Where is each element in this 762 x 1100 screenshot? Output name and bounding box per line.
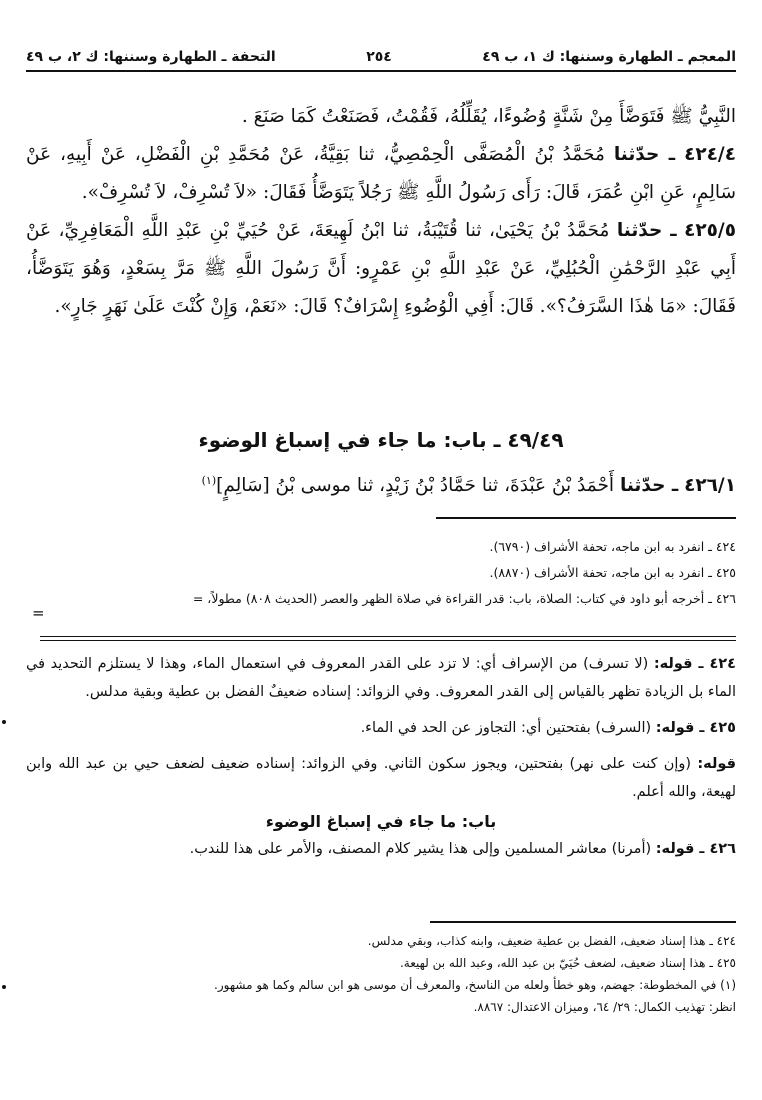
hadith-426 [26, 462, 736, 505]
header-rule [26, 70, 736, 72]
hadith-424-lead: ـ حدّثنا [613, 144, 676, 165]
commentary-425b-text: (وإن كنت على نهر) بفتحتين، ويجوز سكون الثاني. وفي الزوائد: إسناده ضعيف لضعف حيي بن عبد الله وابن لهيعة، والله أعلم. [26, 756, 736, 800]
hadith-426-text: أَحْمَدُ بْنُ عَبْدَةَ، ثنا حَمَّادُ بْنُ زَيْدٍ، ثنا موسى بْنُ [سَالِمٍ] [216, 475, 615, 497]
scan-dot [2, 720, 6, 724]
continuation-mark: = [32, 604, 45, 622]
footnote-424: ٤٢٤ ـ هذا إسناد ضعيف، الفضل بن عطية ضعيف، وابنه كذاب، وبقي مدلس. [367, 934, 736, 948]
hadith-425 [26, 212, 736, 326]
commentary-424-text: (لا تسرف) من الإسراف أي: لا تزد على القدر المعروف في استعمال الماء، وهذا لا يستلزم التحديد في الماء بل الزيادة تظهر بالقياس إلى القدر المعروف. وفي الزوائد: إسناده ضعيفٌ الفضل بن عطية وبقية مدلس. [26, 656, 736, 700]
takhrij-426: ٤٢٦ ـ أخرجه أبو داود في كتاب: الصلاة، باب: قدر القراءة في صلاة الظهر والعصر (الحديث ٨٠٨) مطولاً، = [192, 591, 736, 606]
scan-dot [2, 985, 6, 989]
takhrij-notes [26, 534, 736, 612]
hadith-425-text: مُحَمَّدُ بْنُ يَحْيَىٰ، ثنا قُتَيْبَةُ، ثنا ابْنُ لَهِيعَةَ، عَنْ حُيَيِّ بْنِ عَبْدِ اللَّهِ الْمَعَافِرِيِّ، عَنْ أَبِي عَبْدِ الرَّحْمَٰنِ الْحُبُلِيِّ، عَنْ عَبْدِ اللَّهِ بْنِ عَمْرٍو: أَنَّ رَسُولَ اللَّهِ ﷺ مَرَّ بِسَعْدٍ، وَهُوَ يَتَوَضَّأُ، فَقَالَ: «مَا هٰذَا السَّرَفُ؟». قَالَ: أَفِي الْوُضُوءِ إِسْرَافٌ؟ قَالَ: «نَعَمْ، وَإِنْ كُنْتَ عَلَىٰ نَهَرٍ جَارٍ». [26, 220, 736, 317]
commentary-425-text: (السرف) بفتحتين أي: التجاوز عن الحد في الماء. [360, 720, 652, 736]
chapter-heading: ٤٩/٤٩ ـ باب: ما جاء في إسباغ الوضوء [198, 428, 564, 452]
commentary [26, 650, 736, 863]
book-page [26, 0, 736, 1100]
footnote-425: ٤٢٥ ـ هذا إسناد ضعيف، لضعف حُيَيّ بن عبد الله، وعبد الله بن لهيعة. [399, 956, 736, 970]
header-right: المعجم ـ الطهارة وسننها: ك ١، ب ٤٩ [482, 49, 736, 65]
footnote-1-ref: انظر: تهذيب الكمال: ٢٩/ ٦٤، وميزان الاعتدال: ٨٨٦٧. [473, 1000, 736, 1014]
hadith-text [26, 98, 736, 326]
commentary-rule-bottom [40, 640, 736, 641]
takhrij-424: ٤٢٤ ـ انفرد به ابن ماجه، تحفة الأشراف (٦٧٩٠). [489, 539, 736, 554]
header-left: التحفة ـ الطهارة وسننها: ك ٢، ب ٤٩ [26, 49, 276, 65]
takhrij-425: ٤٢٥ ـ انفرد به ابن ماجه، تحفة الأشراف (٨٨٧٠). [489, 565, 736, 580]
page-number: ٢٥٤ [366, 49, 392, 65]
footnotes [26, 930, 736, 1018]
footnote-rule [430, 921, 736, 923]
commentary-425b [26, 750, 736, 806]
commentary-426-text: (أمرنا) معاشر المسلمين وإلى هذا يشير كلام المصنف، والأمر على هذا للندب. [189, 841, 652, 857]
commentary-425-label: ٤٢٥ ـ قوله: [655, 720, 736, 736]
commentary-426 [26, 835, 736, 863]
commentary-425 [26, 714, 736, 742]
commentary-425b-label: قوله: [697, 756, 736, 772]
footnote-1: (١) في المخطوطة: جهضم، وهو خطأ ولعله من الناسخ، والمعرف أن موسى هو ابن سالم وكما هو مشهور. [214, 978, 736, 992]
footnote-ref-1: (١) [201, 474, 217, 487]
hadith-424 [26, 136, 736, 212]
commentary-424-label: ٤٢٤ ـ قوله: [653, 656, 736, 672]
running-header [26, 44, 736, 70]
hadith-426-lead: ـ حدّثنا [619, 475, 679, 497]
commentary-424 [26, 650, 736, 706]
commentary-chapter-heading: باب: ما جاء في إسباغ الوضوء [265, 812, 497, 831]
commentary-426-label: ٤٢٦ ـ قوله: [655, 841, 736, 857]
hadith-425-lead: ـ حدّثنا [616, 220, 677, 241]
commentary-rule-top [40, 636, 736, 637]
takhrij-rule [436, 517, 736, 519]
continuation-text: النَّبِيُّ ﷺ فَتَوَضَّأَ مِنْ شَنَّةٍ وُضُوءًا، يُقَلِّلُهُ، فَقُمْتُ، فَصَنَعْتُ كَمَا صَنَعَ . [241, 106, 736, 127]
hadith-424-number: ٤٢٤/٤ [684, 144, 736, 165]
hadith-424-text: مُحَمَّدُ بْنُ الْمُصَفَّى الْحِمْصِيُّ، ثنا بَقِيَّةُ، عَنْ مُحَمَّدِ بْنِ الْفَضْلِ، عَنْ أَبِيهِ، عَنْ سَالِمٍ، عَنِ ابْنِ عُمَرَ، قَالَ: رَأَى رَسُولُ اللَّهِ ﷺ رَجُلاً يَتَوَضَّأُ فَقَالَ: «لاَ تُسْرِفْ، لاَ تُسْرِفْ». [26, 144, 736, 203]
hadith-426-number: ٤٢٦/١ [684, 475, 736, 497]
hadith-425-number: ٤٢٥/٥ [684, 220, 736, 241]
